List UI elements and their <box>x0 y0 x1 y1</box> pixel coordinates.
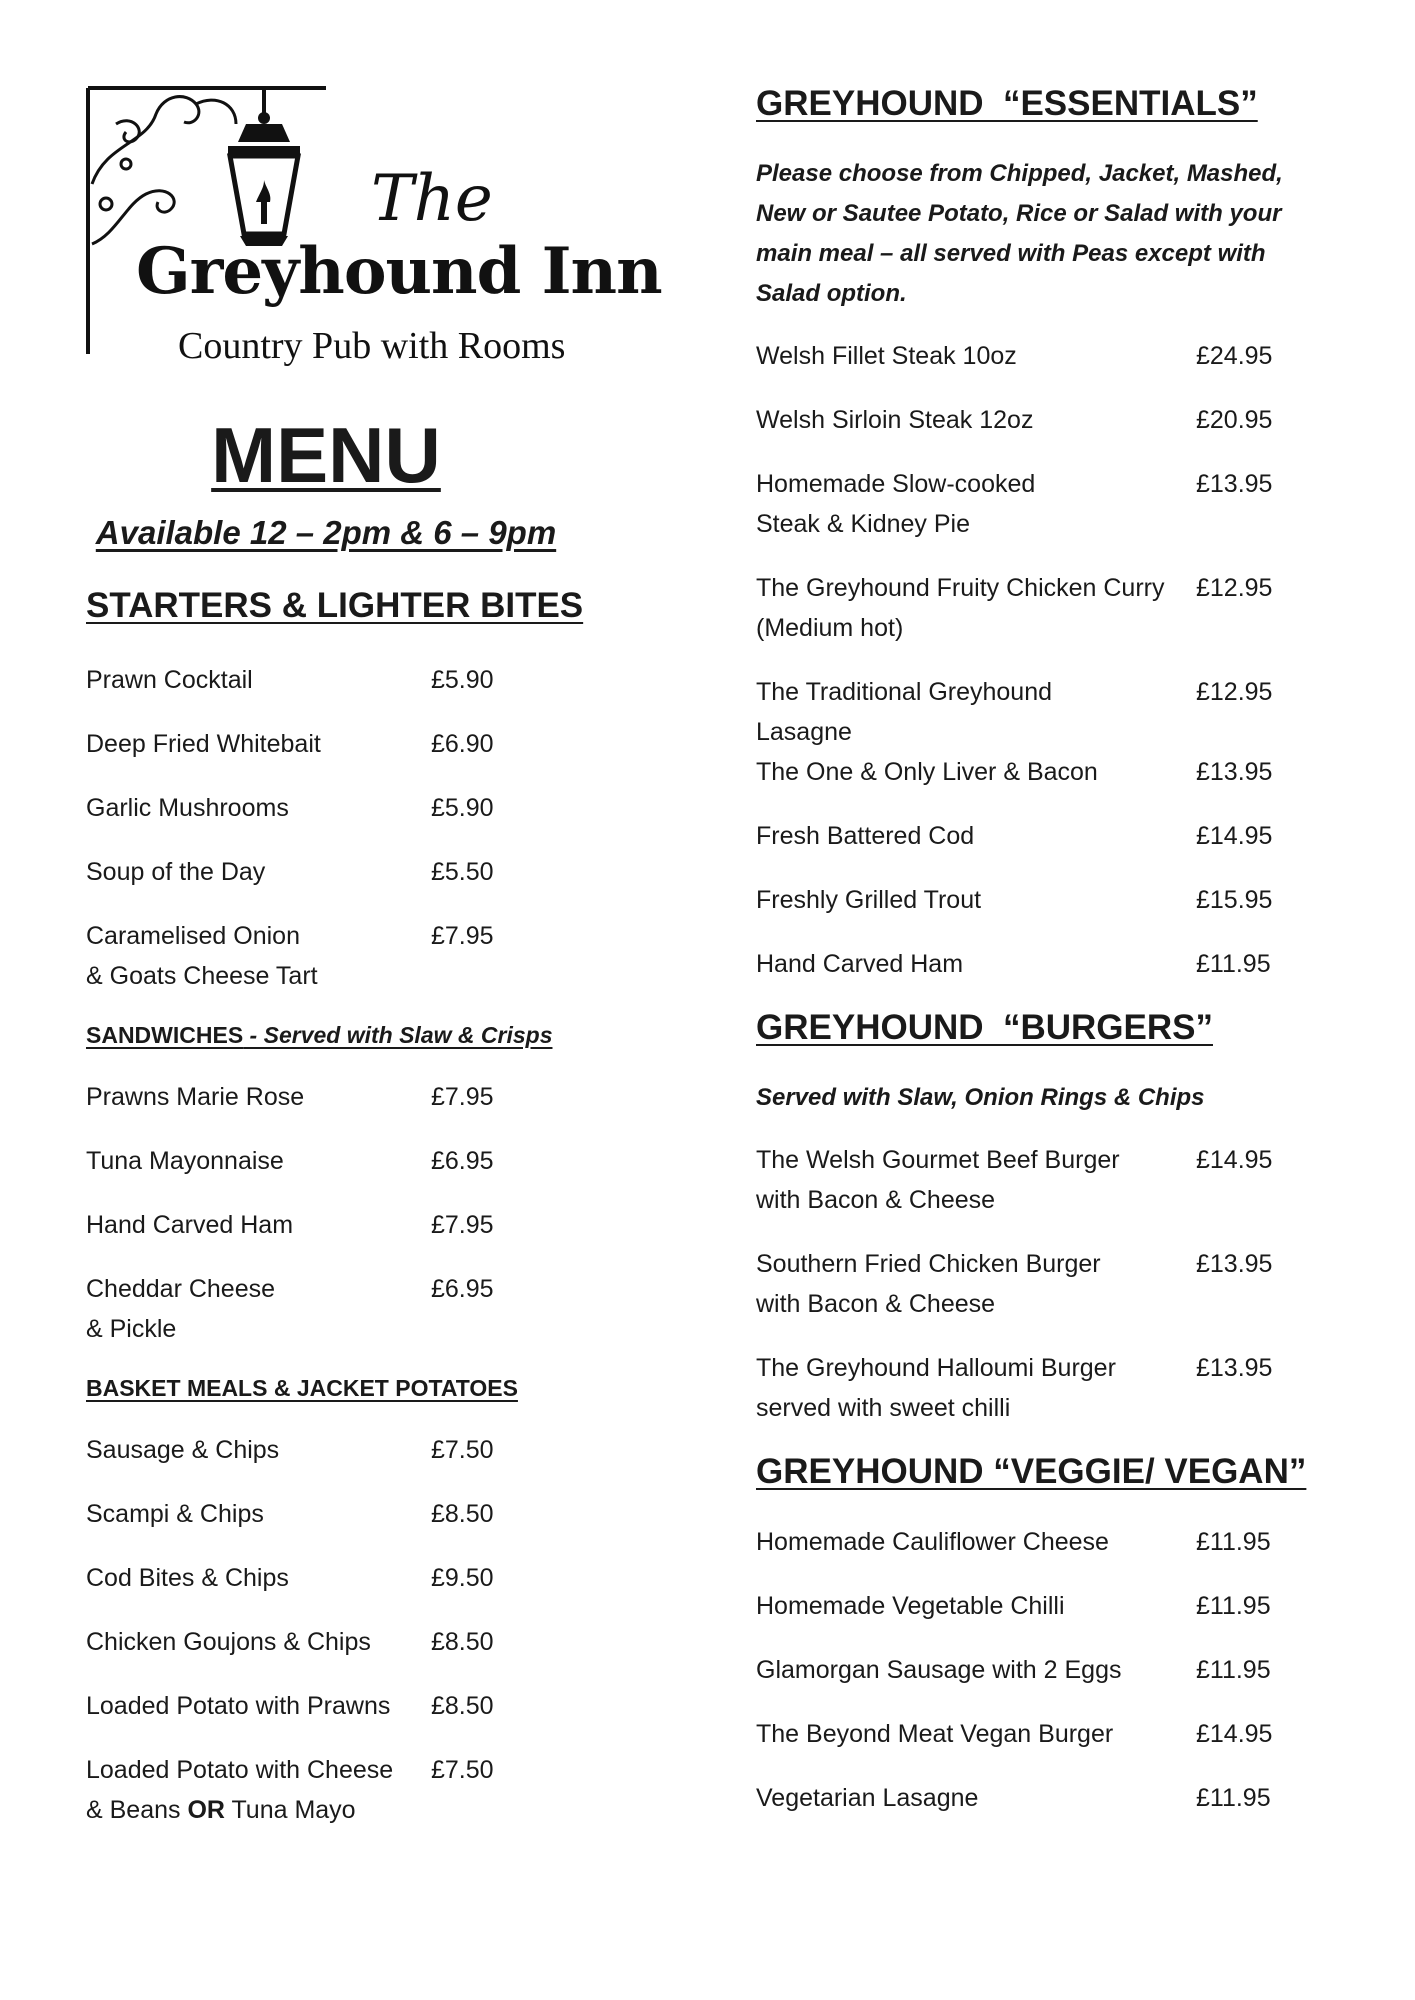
basket-list <box>86 1430 686 1830</box>
starters-list <box>86 660 686 996</box>
veggie-heading: GREYHOUND “VEGGIE/ VEGAN” <box>756 1452 1307 1491</box>
starters-heading: STARTERS & LIGHTER BITES <box>86 586 584 625</box>
menu-item: Southern Fried Chicken Burger with Bacon & Cheese £13.95 <box>756 1250 1273 1318</box>
menu-item: Homemade Vegetable Chilli £11.95 <box>756 1592 1271 1620</box>
logo-tagline: Country Pub with Rooms <box>178 325 566 367</box>
essentials-note: Please choose from Chipped, Jacket, Mashed, New or Sautee Potato, Rice or Salad with your main meal – all served with Peas except with Salad option. <box>756 160 1283 307</box>
menu-item: Scampi & Chips £8.50 <box>86 1500 494 1528</box>
menu-item: Hand Carved Ham £7.95 <box>86 1211 494 1239</box>
sandwiches-heading: SANDWICHES - Served with Slaw & Crisps <box>86 1022 553 1048</box>
menu-item: Deep Fried Whitebait £6.90 <box>86 730 494 758</box>
menu-item: The Greyhound Halloumi Burger served with sweet chilli £13.95 <box>756 1354 1273 1422</box>
right-column <box>756 84 1356 1842</box>
menu-item: Chicken Goujons & Chips £8.50 <box>86 1628 494 1656</box>
menu-item: The One & Only Liver & Bacon £13.95 <box>756 758 1273 786</box>
menu-item: Garlic Mushrooms £5.90 <box>86 794 494 822</box>
menu-item: Prawns Marie Rose £7.95 <box>86 1083 494 1111</box>
menu-item: Cod Bites & Chips £9.50 <box>86 1564 494 1592</box>
menu-item: The Greyhound Fruity Chicken Curry (Medium hot) £12.95 <box>756 574 1273 642</box>
logo <box>86 84 686 374</box>
page-title: MENU <box>211 411 441 499</box>
menu-item: The Welsh Gourmet Beef Burger with Bacon & Cheese £14.95 <box>756 1146 1273 1214</box>
essentials-heading: GREYHOUND “ESSENTIALS” <box>756 84 1258 123</box>
menu-item: Loaded Potato with Prawns £8.50 <box>86 1692 494 1720</box>
burgers-list <box>756 1140 1356 1428</box>
menu-item: Welsh Sirloin Steak 12oz £20.95 <box>756 406 1273 434</box>
essentials-list <box>756 336 1356 984</box>
left-column <box>86 84 686 1854</box>
menu-item: Welsh Fillet Steak 10oz £24.95 <box>756 342 1273 370</box>
sandwiches-list <box>86 1077 686 1349</box>
burgers-note: Served with Slaw, Onion Rings & Chips <box>756 1084 1205 1111</box>
menu-item: Hand Carved Ham £11.95 <box>756 950 1271 978</box>
menu-item: The Traditional Greyhound Lasagne £12.95 <box>756 678 1273 746</box>
menu-item: Sausage & Chips £7.50 <box>86 1436 494 1464</box>
menu-item: Fresh Battered Cod £14.95 <box>756 822 1273 850</box>
menu-item: Freshly Grilled Trout £15.95 <box>756 886 1273 914</box>
menu-item: Soup of the Day £5.50 <box>86 858 494 886</box>
menu-item: Cheddar Cheese & Pickle £6.95 <box>86 1275 494 1343</box>
menu-item: Loaded Potato with Cheese & Beans OR Tuna Mayo £7.50 <box>86 1756 494 1824</box>
menu-item: Caramelised Onion & Goats Cheese Tart £7.95 <box>86 922 494 990</box>
menu-item: Homemade Cauliflower Cheese £11.95 <box>756 1528 1271 1556</box>
menu-item: Homemade Slow-cooked Steak & Kidney Pie £13.95 <box>756 470 1273 538</box>
menu-item: Tuna Mayonnaise £6.95 <box>86 1147 494 1175</box>
menu-item: The Beyond Meat Vegan Burger £14.95 <box>756 1720 1273 1748</box>
menu-item: Vegetarian Lasagne £11.95 <box>756 1784 1271 1812</box>
basket-heading: BASKET MEALS & JACKET POTATOES <box>86 1375 518 1401</box>
availability-hours: Available 12 – 2pm & 6 – 9pm <box>95 514 557 551</box>
menu-item: Prawn Cocktail £5.90 <box>86 666 494 694</box>
logo-the: The <box>371 162 493 236</box>
logo-name: Greyhound Inn <box>136 234 662 309</box>
veggie-list <box>756 1522 1356 1818</box>
menu-item: Glamorgan Sausage with 2 Eggs £11.95 <box>756 1656 1271 1684</box>
burgers-heading: GREYHOUND “BURGERS” <box>756 1008 1213 1047</box>
